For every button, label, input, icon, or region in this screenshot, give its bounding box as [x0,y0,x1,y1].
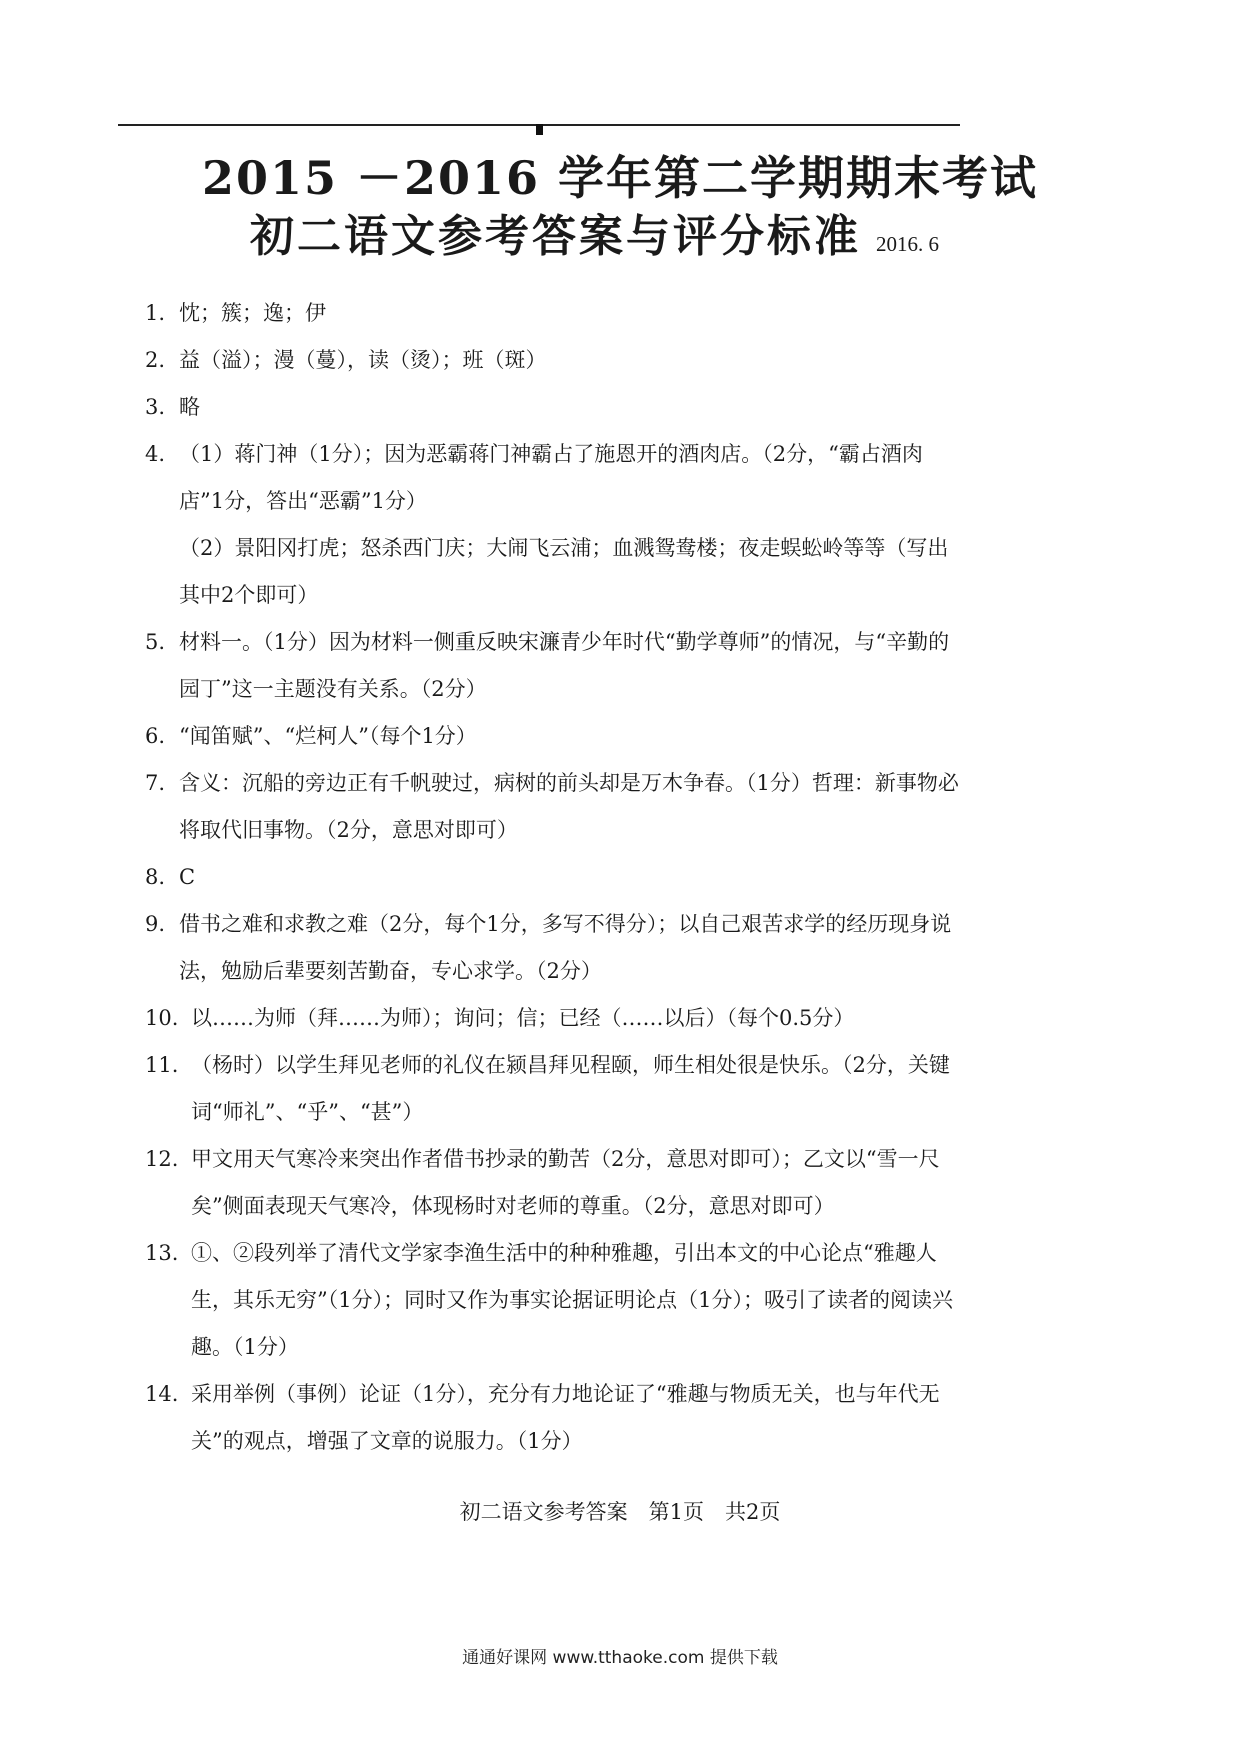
answer-text: 含义：沉船的旁边正有千帆驶过，病树的前头却是万木争春。（1分）哲理：新事物必将取代旧事物。（2分，意思对即可） [179,771,959,842]
answer-text: （杨时）以学生拜见老师的礼仪在颍昌拜见程颐，师生相处很是快乐。（2分，关键词“师礼”、“乎”、“甚”） [191,1053,950,1124]
answer-number: 14. [145,1382,179,1406]
exam-title: 2015 －2016 学年第二学期期末考试 [201,151,1039,205]
answer-item-5 [145,619,960,713]
answer-text: 采用举例（事例）论证（1分），充分有力地论证了“雅趣与物质无关，也与年代无关”的观点，增强了文章的说服力。（1分） [191,1382,940,1453]
answer-number: 3. [145,395,166,419]
answer-number: 5. [145,630,166,654]
answer-item-11 [145,1042,960,1136]
answer-item-10 [145,995,960,1042]
answer-number: 6. [145,724,166,748]
answer-text: 甲文用天气寒冷来突出作者借书抄录的勤苦（2分，意思对即可）；乙文以“雪一尺矣”侧面表现天气寒冷，体现杨时对老师的尊重。（2分，意思对即可） [191,1147,940,1218]
answer-text: 益（溢）；漫（蔓），读（烫）；班（斑） [179,348,547,372]
answer-item-3 [145,384,960,431]
answer-number: 8. [145,865,166,889]
answer-number: 1. [145,301,166,325]
answer-text: 略 [179,395,200,419]
answer-list [145,290,960,1465]
answer-text: 材料一。（1分）因为材料一侧重反映宋濂青少年时代“勤学尊师”的情况，与“辛勤的园丁”这一主题没有关系。（2分） [179,630,950,701]
answer-number: 10. [145,1006,179,1030]
answer-item-8 [145,854,960,901]
answer-number: 13. [145,1241,179,1265]
answer-text: （1）蒋门神（1分）；因为恶霸蒋门神霸占了施恩开的酒肉店。（2分，“霸占酒肉店”1分，答出“恶霸”1分） [179,442,923,513]
answer-item-7 [145,760,960,854]
answer-item-2 [145,337,960,384]
top-mark [536,124,543,135]
answer-key-title: 初二语文参考答案与评分标准 [250,211,861,262]
answer-text: 以……为师（拜……为师）；询问；信；已经（……以后）（每个0.5分） [191,1006,855,1030]
answer-number: 7. [145,771,166,795]
answer-text: 借书之难和求教之难（2分，每个1分，多写不得分）；以自己艰苦求学的经历现身说法，勉励后辈要刻苦勤奋，专心求学。（2分） [179,912,952,983]
document-date: 2016. 6 [876,232,939,256]
page-footer: 初二语文参考答案 第1页 共2页 [459,1500,781,1524]
answer-text: C [179,865,196,889]
answer-item-13 [145,1230,960,1371]
answer-item-6 [145,713,960,760]
answer-item-12 [145,1136,960,1230]
answer-text: ①、②段列举了清代文学家李渔生活中的种种雅趣，引出本文的中心论点“雅趣人生，其乐无穷”（1分）；同时又作为事实论据证明论点（1分）；吸引了读者的阅读兴趣。（1分） [191,1241,953,1359]
answer-number: 11. [145,1053,179,1077]
answer-number: 12. [145,1147,179,1171]
answer-item-9 [145,901,960,995]
answer-number: 2. [145,348,166,372]
answer-text: 忱；簇；逸；伊 [179,301,326,325]
answer-text: “闻笛赋”、“烂柯人”（每个1分） [179,724,477,748]
answer-item-4 [145,431,960,619]
answer-item-14 [145,1371,960,1465]
answer-text: （2）景阳冈打虎；怒杀西门庆；大闹飞云浦；血溅鸳鸯楼；夜走蜈蚣岭等等（写出其中2个即可） [179,536,949,607]
answer-number: 4. [145,442,166,466]
answer-number: 9. [145,912,166,936]
source-watermark-line: 通通好课网 www.tthaoke.com 提供下载 [462,1648,778,1668]
answer-item-1 [145,290,960,337]
